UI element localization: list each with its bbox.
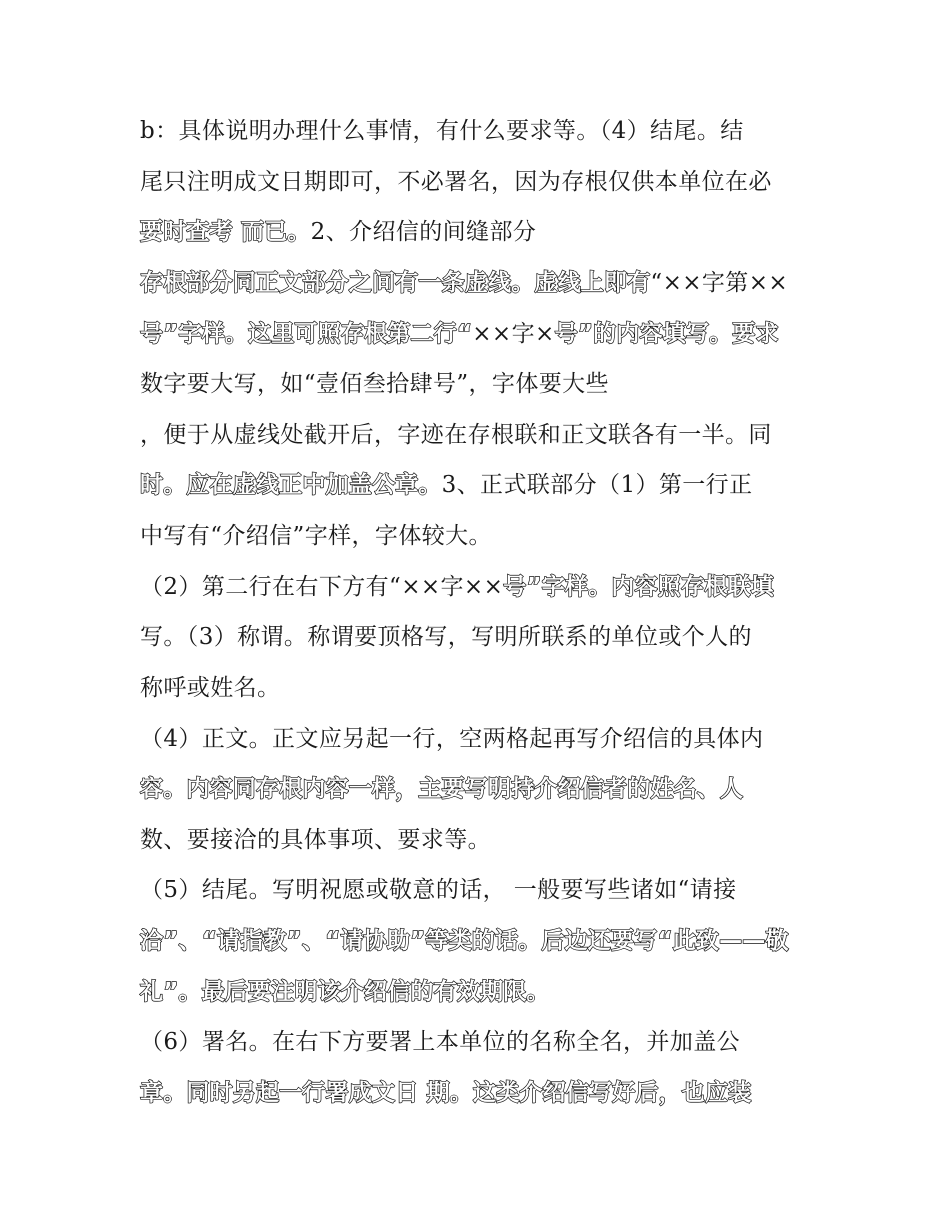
text-line	[140, 212, 820, 252]
text-segment: （2）第二行在右下方有“××字××	[140, 574, 504, 600]
text-segment: 数字要大写，如“壹佰叁拾肆号”，字体要大些	[140, 371, 609, 397]
outlined-text-segment: 存根部分同正文部分之间有一条虚线。虚线上即有	[140, 270, 651, 296]
text-line	[140, 617, 820, 657]
outlined-text-segment: 章。同时另起一行署成文日 期。这类介绍信写好后，也应装	[140, 1080, 752, 1106]
text-segment: （6）署名。在右下方要署上本单位的名称全名，并加盖公	[140, 1029, 741, 1055]
text-segment: ，便于从虚线处截开后，字迹在存根联和正文联各有一半。同	[140, 422, 772, 448]
outlined-text-segment: 号”字样。这里可照存根第二行“	[140, 321, 473, 347]
text-line	[140, 111, 820, 151]
text-line	[140, 921, 820, 961]
text-segment: 写。（3）称谓。称谓要顶格写，写明所联系的单位或个人的	[140, 624, 752, 650]
text-line	[140, 263, 820, 303]
text-line	[140, 516, 820, 556]
text-line	[140, 567, 820, 607]
text-line	[140, 972, 820, 1012]
text-line	[140, 162, 820, 202]
text-line	[140, 870, 820, 910]
text-segment: “××字第××	[650, 270, 789, 296]
text-segment: 尾只注明成文日期即可，不必署名，因为存根仅供本单位在必	[140, 169, 772, 195]
outlined-text-segment: 号”字样。内容照存根联填	[503, 574, 774, 600]
text-segment: 3、正式联部分（1）第一行正	[441, 472, 753, 498]
text-line	[140, 364, 820, 404]
text-segment: （5）结尾。写明祝愿或敬意的话， 一般要写些诸如“请接	[140, 877, 737, 903]
text-line	[140, 465, 820, 505]
outlined-text-segment: 容。内容同存根内容一样，主要写明持介绍信者的姓名、人	[140, 776, 744, 802]
outlined-text-segment: 要时查考 而已。	[140, 219, 311, 245]
text-segment: ××字×	[472, 321, 555, 347]
text-line	[140, 719, 820, 759]
text-segment: 数、要接洽的具体事项、要求等。	[140, 827, 491, 853]
text-segment: 中写有“介绍信”字样，字体较大。	[140, 523, 492, 549]
text-segment: b：具体说明办理什么事情，有什么要求等。（4）结尾。结	[140, 118, 744, 144]
text-line	[140, 769, 820, 809]
outlined-text-segment: 洽”、“请指教”、“请协助”等类的话。后边还要写“此致——敬	[140, 928, 789, 954]
text-line	[140, 668, 820, 708]
text-line	[140, 415, 820, 455]
text-line	[140, 1022, 820, 1062]
text-line	[140, 1073, 820, 1113]
text-segment: 2、介绍信的间缝部分	[310, 219, 537, 245]
text-segment: （4）正文。正文应另起一行，空两格起再写介绍信的具体内	[140, 726, 764, 752]
text-line	[140, 314, 820, 354]
outlined-text-segment: 时。应在虚线正中加盖公章。	[140, 472, 442, 498]
outlined-text-segment: 号”的内容填写。要求	[554, 321, 779, 347]
text-line	[140, 820, 820, 860]
outlined-text-segment: 礼”。最后要注明该介绍信的有效期限。	[140, 979, 550, 1005]
text-segment: 称呼或姓名。	[140, 675, 281, 701]
